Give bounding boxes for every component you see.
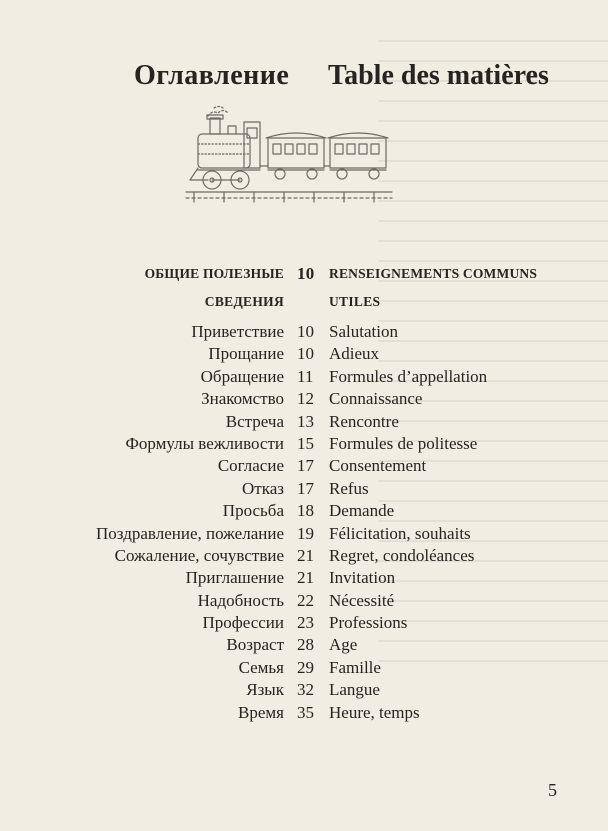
page-title-ru: Оглавление <box>134 60 290 91</box>
entry-title-fr: Regret, condoléances <box>329 545 475 565</box>
toc-entry <box>0 433 608 455</box>
entry-page-number: 11 <box>297 366 314 386</box>
table-of-contents <box>0 263 608 724</box>
entry-title-ru: Язык <box>246 680 284 700</box>
toc-entry <box>0 679 608 701</box>
entry-title-ru: Приглашение <box>185 568 284 588</box>
entry-page-number: 23 <box>297 613 314 633</box>
toc-entry <box>0 500 608 522</box>
entry-title-ru: Семья <box>238 657 284 677</box>
entry-title-ru: Приветствие <box>191 322 284 341</box>
toc-entry <box>0 343 608 365</box>
entry-page-number: 17 <box>297 456 314 476</box>
entry-page-number: 28 <box>297 635 314 655</box>
toc-entry <box>0 545 608 567</box>
entry-title-ru: Прощание <box>208 344 284 364</box>
entry-title-ru: Согласие <box>217 456 284 476</box>
entry-page-number: 21 <box>297 545 314 565</box>
toc-entry <box>0 612 608 634</box>
section-page-number: 10 <box>297 264 315 283</box>
entry-title-ru: Возраст <box>226 635 284 655</box>
entry-title-fr: Félicitation, souhaits <box>329 523 471 543</box>
toc-entry <box>0 657 608 679</box>
entry-page-number: 12 <box>297 389 314 409</box>
entry-page-number: 10 <box>297 322 314 341</box>
section-title-fr-line2: UTILES <box>329 294 381 309</box>
steam-train-icon <box>184 104 394 208</box>
entry-title-fr: Rencontre <box>329 411 399 431</box>
entry-title-fr: Refus <box>329 478 369 498</box>
entry-title-fr: Demande <box>329 501 395 521</box>
entry-title-fr: Salutation <box>329 322 398 341</box>
toc-entry <box>0 388 608 410</box>
entry-title-fr: Nécessité <box>329 590 395 610</box>
toc-entry <box>0 702 608 724</box>
entry-page-number: 15 <box>297 433 314 453</box>
entry-title-fr: Famille <box>329 657 381 677</box>
toc-entry <box>0 366 608 388</box>
entry-title-fr: Formules de politesse <box>329 433 478 453</box>
section-title-ru-line1: ОБЩИЕ ПОЛЕЗНЫЕ <box>144 266 284 281</box>
entry-title-fr: Heure, temps <box>329 702 420 722</box>
entry-title-fr: Langue <box>329 680 380 700</box>
entry-title-fr: Adieux <box>329 344 380 364</box>
toc-section-header <box>0 263 608 291</box>
entry-title-fr: Age <box>329 635 358 655</box>
entry-title-fr: Formules d’appellation <box>329 366 488 386</box>
entry-title-ru: Отказ <box>242 478 284 498</box>
entry-title-ru: Надобность <box>197 590 284 610</box>
toc-entry <box>0 321 608 343</box>
entry-title-fr: Consentement <box>329 456 427 476</box>
entry-title-ru: Поздравление, пожелание <box>96 523 284 543</box>
entry-page-number: 29 <box>297 657 314 677</box>
toc-entry <box>0 411 608 433</box>
entry-title-fr: Invitation <box>329 568 396 588</box>
entry-title-ru: Сожаление, сочувствие <box>114 545 284 565</box>
entry-title-ru: Знакомство <box>201 389 284 409</box>
toc-entry <box>0 478 608 500</box>
toc-entry <box>0 590 608 612</box>
entry-page-number: 13 <box>297 411 314 431</box>
page-title-fr: Table des matières <box>328 60 549 91</box>
entry-page-number: 35 <box>297 702 314 722</box>
entry-title-ru: Просьба <box>222 501 284 521</box>
toc-entry <box>0 523 608 545</box>
page-number: 5 <box>548 780 557 800</box>
toc-entry <box>0 567 608 589</box>
entry-title-ru: Профессии <box>202 613 284 633</box>
entry-title-ru: Обращение <box>200 366 284 386</box>
entry-title-fr: Professions <box>329 613 408 633</box>
toc-entry <box>0 455 608 477</box>
toc-entry <box>0 634 608 656</box>
toc-section-header-continued <box>0 291 608 315</box>
entry-page-number: 21 <box>297 568 314 588</box>
entry-title-ru: Встреча <box>225 411 284 431</box>
entry-page-number: 22 <box>297 590 314 610</box>
entry-page-number: 17 <box>297 478 314 498</box>
section-title-fr-line1: RENSEIGNEMENTS COMMUNS <box>329 266 538 281</box>
entry-title-ru: Время <box>238 702 284 722</box>
entry-title-fr: Connaissance <box>329 389 423 409</box>
entry-page-number: 10 <box>297 344 314 364</box>
entry-page-number: 19 <box>297 523 314 543</box>
entry-page-number: 18 <box>297 501 314 521</box>
entry-title-ru: Формулы вежливости <box>125 433 284 453</box>
section-title-ru-line2: СВЕДЕНИЯ <box>204 294 284 309</box>
entry-page-number: 32 <box>297 680 314 700</box>
